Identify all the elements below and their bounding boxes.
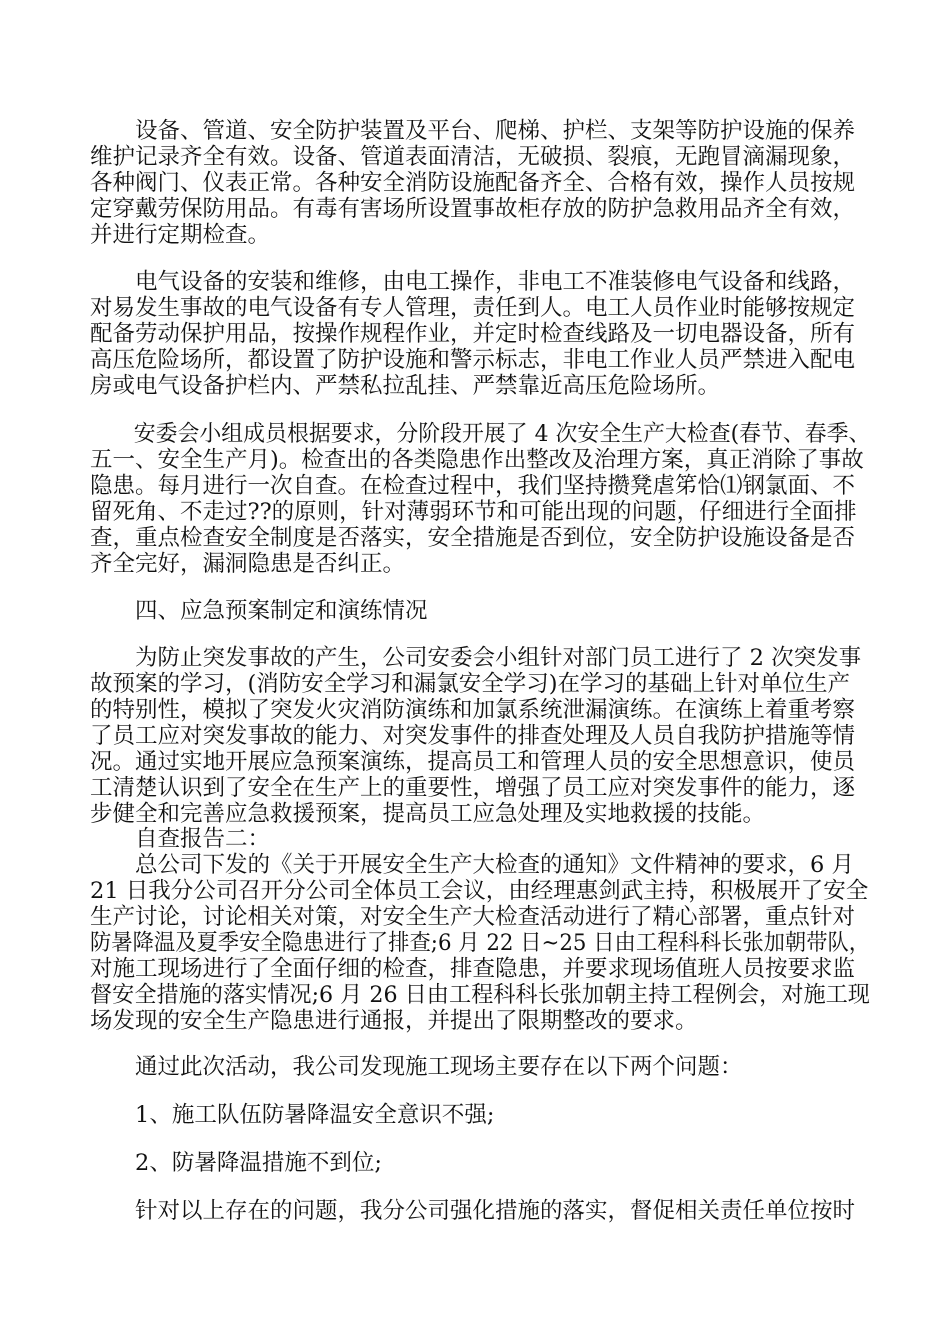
text-line: 留死角、不走过??的原则，针对薄弱环节和可能出现的问题，仔细进行全面排	[90, 499, 857, 525]
text-line: 对施工现场进行了全面仔细的检查，排查隐患，并要求现场值班人员按要求监	[90, 956, 856, 982]
text-line: 生产讨论，讨论相关对策，对安全生产大检查活动进行了精心部署，重点针对	[90, 904, 856, 930]
text-line: 工清楚认识到了安全在生产上的重要性，增强了员工应对突发事件的能力，逐	[90, 775, 856, 801]
text-line: 隐患。每月进行一次自查。在检查过程中，我们坚持攒凳虐笫恰⑴钢氯面、不	[90, 473, 856, 499]
text-line: 对易发生事故的电气设备有专人管理，责任到人。电工人员作业时能够按规定	[90, 295, 856, 321]
text-line: 四、应急预案制定和演练情况	[90, 598, 428, 624]
text-line: 21 日我分公司召开分公司全体员工会议，由经理惠剑武主持，积极展开了安全	[90, 878, 869, 904]
text-line: 查，重点检查安全制度是否落实，安全措施是否到位，安全防护设施设备是否	[90, 525, 856, 551]
text-line: 电气设备的安装和维修，由电工操作，非电工不准装修电气设备和线路，	[90, 269, 856, 295]
text-line: 安委会小组成员根据要求，分阶段开展了 4 次安全生产大检查(春节、春季、	[90, 421, 871, 447]
text-line: 维护记录齐全有效。设备、管道表面清洁，无破损、裂痕，无跑冒滴漏现象，	[90, 144, 856, 170]
text-line: 针对以上存在的问题，我分公司强化措施的落实，督促相关责任单位按时	[90, 1198, 856, 1224]
text-line: 了员工应对突发事故的能力、对突发事件的排查处理及人员自我防护措施等情	[90, 723, 856, 749]
text-line: 步健全和完善应急救援预案，提高员工应急处理及实地救援的技能。	[90, 801, 766, 827]
text-line: 防暑降温及夏季安全隐患进行了排查;6 月 22 日~25 日由工程科科长张加朝带队，	[90, 930, 871, 956]
text-line: 五一、安全生产月)。检查出的各类隐患作出整改及治理方案，真正消除了事故	[90, 447, 864, 473]
text-line: 场发现的安全生产隐患进行通报，并提出了限期整改的要求。	[90, 1008, 698, 1034]
text-line: 故预案的学习，(消防安全学习和漏氯安全学习)在学习的基础上针对单位生产	[90, 671, 851, 697]
text-line: 房或电气设备护栏内、严禁私拉乱挂、严禁靠近高压危险场所。	[90, 373, 721, 399]
text-line: 齐全完好，漏洞隐患是否纠正。	[90, 551, 406, 577]
text-line: 定穿戴劳保防用品。有毒有害场所设置事故柜存放的防护急救用品齐全有效，	[90, 196, 856, 222]
text-line: 各种阀门、仪表正常。各种安全消防设施配备齐全、合格有效，操作人员按规	[90, 170, 856, 196]
text-line: 况。通过实地开展应急预案演练，提高员工和管理人员的安全思想意识，使员	[90, 749, 856, 775]
text-line: 自查报告二：	[90, 826, 271, 852]
text-line: 总公司下发的《关于开展安全生产大检查的通知》文件精神的要求，6 月	[90, 852, 854, 878]
text-line: 通过此次活动，我公司发现施工现场主要存在以下两个问题：	[90, 1054, 743, 1080]
text-line: 并进行定期检查。	[90, 222, 271, 248]
text-line: 的特别性，模拟了突发火灾消防演练和加氯系统泄漏演练。在演练上着重考察	[90, 697, 856, 723]
text-line: 2、防暑降温措施不到位;	[90, 1150, 382, 1176]
text-line: 设备、管道、安全防护装置及平台、爬梯、护栏、支架等防护设施的保养	[90, 118, 856, 144]
text-line: 为防止突发事故的产生，公司安委会小组针对部门员工进行了 2 次突发事	[90, 645, 862, 671]
text-line: 高压危险场所，都设置了防护设施和警示标志，非电工作业人员严禁进入配电	[90, 347, 856, 373]
text-line: 督安全措施的落实情况;6 月 26 日由工程科科长张加朝主持工程例会，对施工现	[90, 982, 870, 1008]
text-line: 1、施工队伍防暑降温安全意识不强;	[90, 1102, 495, 1128]
text-line: 配备劳动保护用品，按操作规程作业，并定时检查线路及一切电器设备，所有	[90, 321, 856, 347]
